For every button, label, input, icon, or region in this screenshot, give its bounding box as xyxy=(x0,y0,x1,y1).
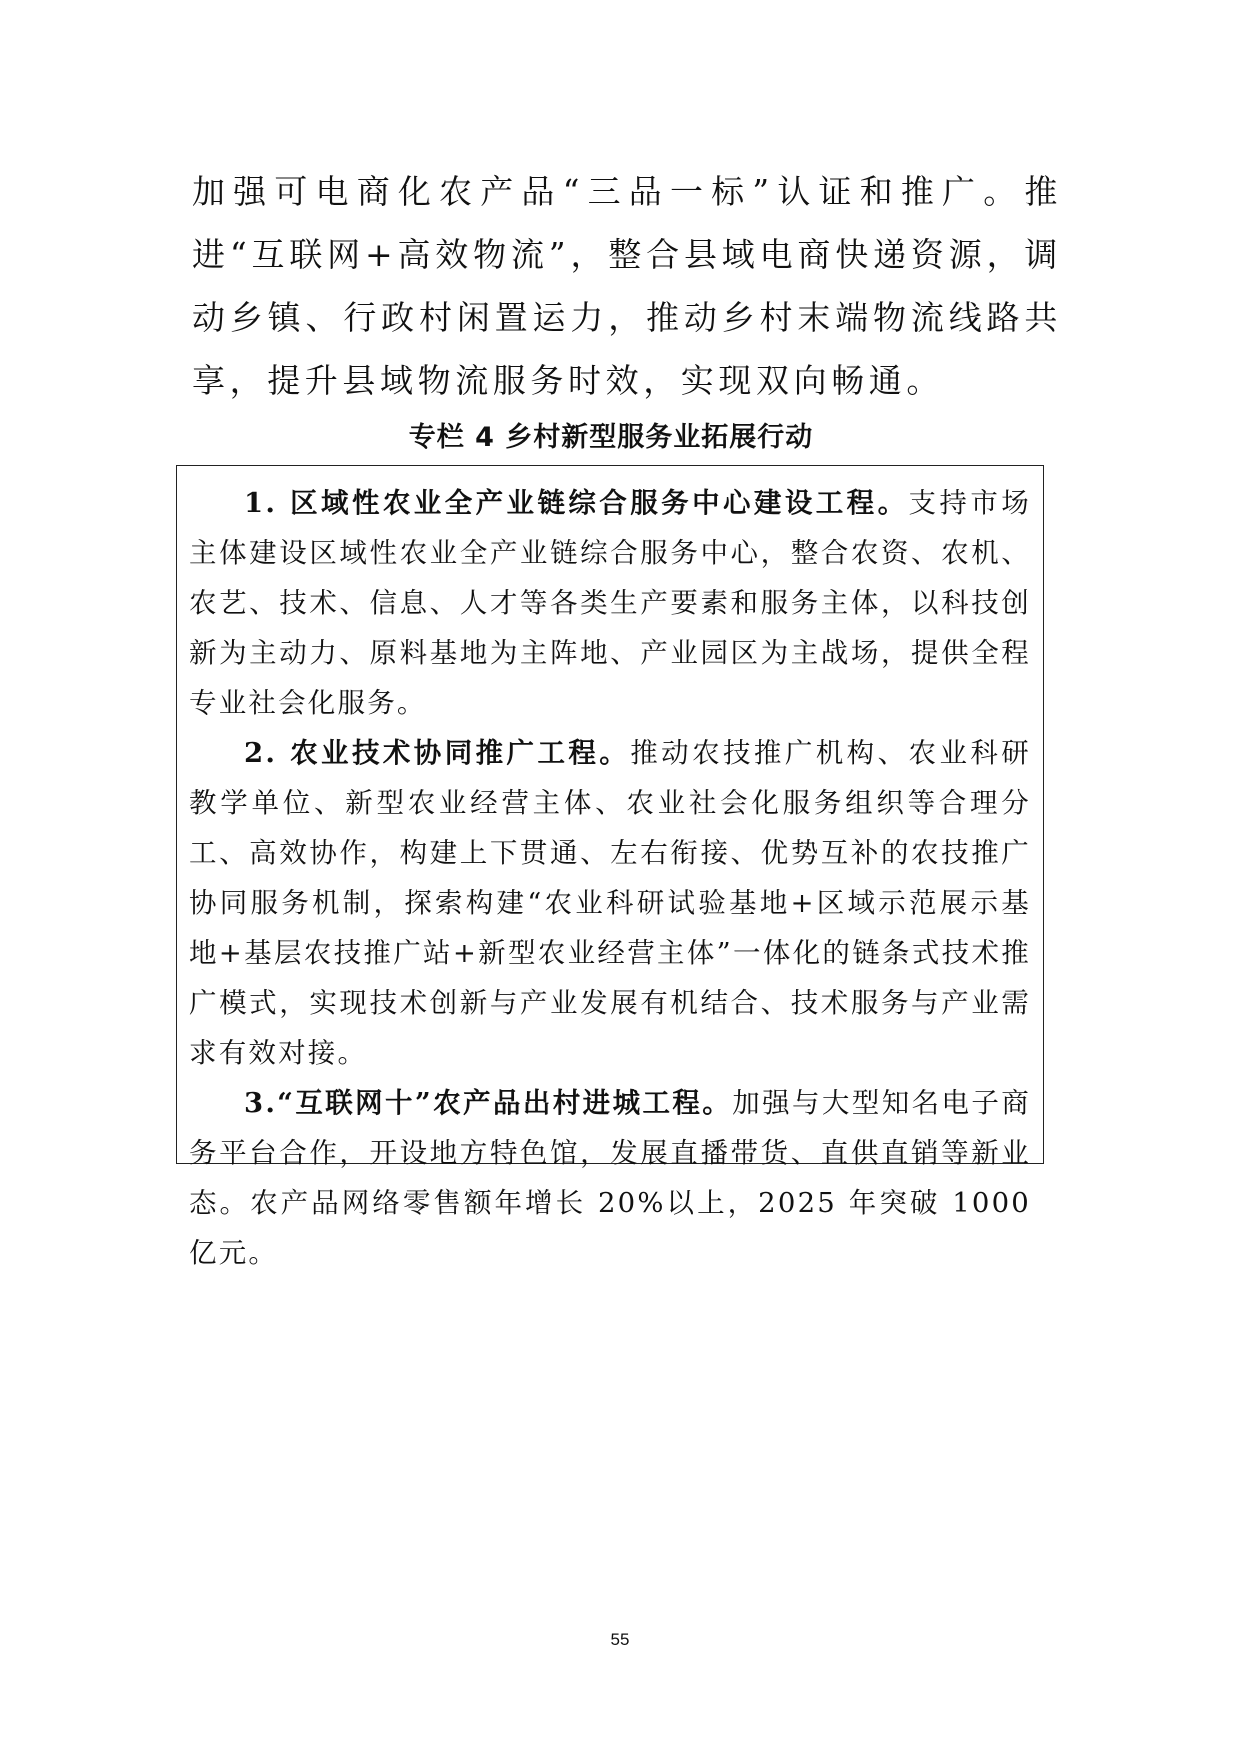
box-item-2-text: 推动农技推广机构、农业科研教学单位、新型农业经营主体、农业社会化服务组织等合理分工、高效协作，构建上下贯通、左右衔接、优势互补的农技推广协同服务机制，探索构建“农业科研试验基地+区域示范展示基地+基层农技推广站+新型农业经营主体”一体化的链条式技术推广模式，实现技术创新与产业发展有机结合、技术服务与产业需求有效对接。 xyxy=(189,737,1031,1069)
box-item-3-text: 加强与大型知名电子商务平台合作，开设地方特色馆，发展直播带货、直供直销等新业态。农产品网络零售额年增长 20%以上，2025 年突破 1000 亿元。 xyxy=(189,1087,1032,1269)
feature-box xyxy=(176,465,1044,1269)
box-item-1 xyxy=(189,478,1031,728)
box-item-1-text: 支持市场主体建设区域性农业全产业链综合服务中心，整合农资、农机、农艺、技术、信息、人才等各类生产要素和服务主体，以科技创新为主动力、原料基地为主阵地、产业园区为主战场，提供全程专业社会化服务。 xyxy=(189,487,1031,719)
box-item-3 xyxy=(189,1078,1031,1278)
box-item-2 xyxy=(189,728,1031,1078)
box-item-2-heading: 2. 农业技术协同推广工程。 xyxy=(244,737,631,769)
box-item-3-heading: 3.“互联网十”农产品出村进城工程。 xyxy=(244,1087,733,1119)
page-number: 55 xyxy=(610,1630,630,1649)
box-item-1-heading: 1. 区域性农业全产业链综合服务中心建设工程。 xyxy=(244,487,909,519)
body-paragraph: 加强可电商化农产品“三品一标”认证和推广。推进“互联网+高效物流”，整合县域电商快递资源，调动乡镇、行政村闲置运力，推动乡村末端物流线路共享，提升县域物流服务时效，实现双向畅通。 xyxy=(192,172,1062,400)
box-title: 专栏 4 乡村新型服务业拓展行动 xyxy=(408,422,814,453)
